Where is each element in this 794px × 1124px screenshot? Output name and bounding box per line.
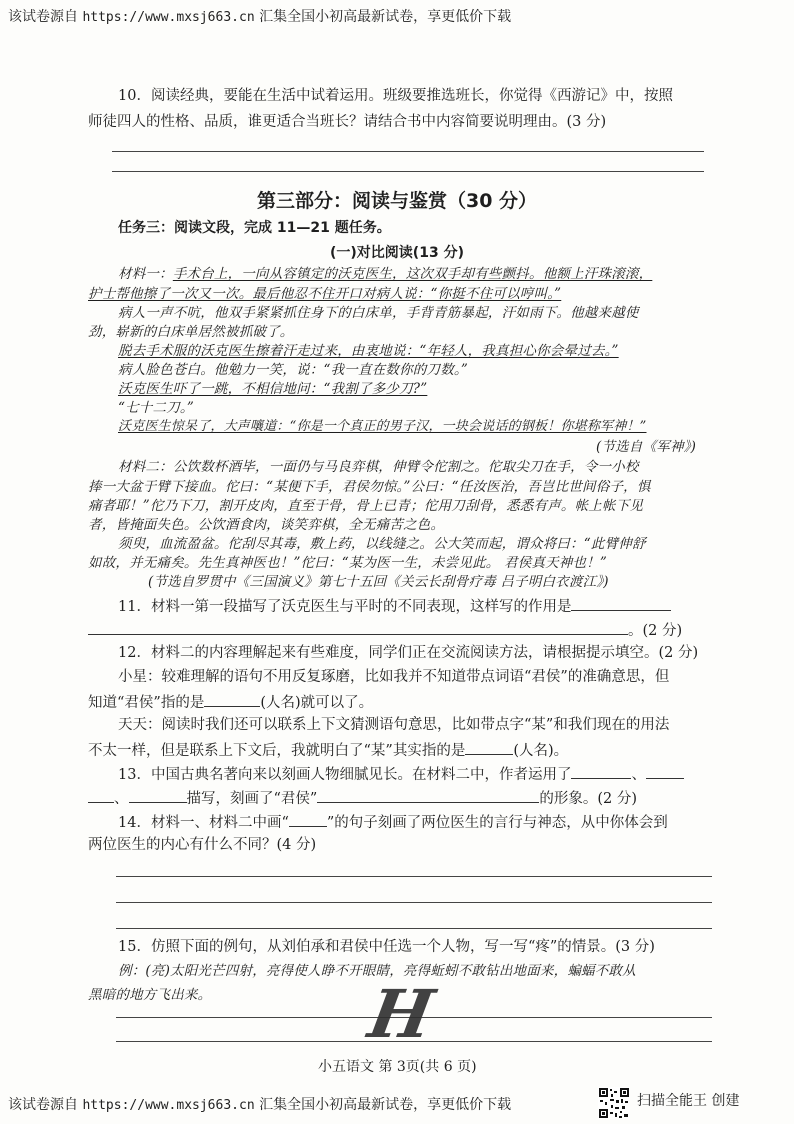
watermark-logo: H <box>363 975 440 1053</box>
q13-blank-4[interactable] <box>317 788 539 803</box>
q13-line2 <box>88 788 637 808</box>
header-suffix: 汇集全国小初高最新试卷，享更低价下载 <box>259 9 512 25</box>
material1-line: 脱去手术服的沃克医生擦着汗走过来，由衷地说：“年轻人，我真担心你会晕过去。” <box>118 343 619 359</box>
q13-blank-1[interactable] <box>571 764 631 779</box>
answer-line <box>112 151 704 152</box>
footer-prefix: 该试卷源自 <box>8 1097 78 1113</box>
material1-label: 材料一： <box>118 266 173 282</box>
qr-code-icon <box>598 1087 630 1119</box>
header-prefix: 该试卷源自 <box>8 9 78 25</box>
q11-end: 。(2 分) <box>628 623 683 639</box>
q11-line2 <box>88 620 682 640</box>
q14-text-a: 14．材料一、材料二中画“ <box>118 815 289 831</box>
material1-line: 沃克医生惊呆了，大声嚷道：“你是一个真正的男子汉，一块会说话的钢板！你堪称军神！” <box>118 419 647 434</box>
footer-suffix: 汇集全国小初高最新试卷，享更低价下载 <box>259 1097 512 1113</box>
q13-end: 的形象。(2 分) <box>539 791 637 807</box>
scanner-credit: 扫描全能王 创建 <box>637 1093 740 1109</box>
underlined-sentence: 手术台上，一向从容镇定的沃克医生，这次双手却有些颤抖。他额上汗珠滚滚， <box>172 266 653 282</box>
q13-separator: 、 <box>114 791 129 807</box>
q13-blank-2[interactable] <box>646 764 684 779</box>
q10-line1: 10．阅读经典，要能在生活中试着运用。班级要推选班长，你觉得《西游记》中，按照 <box>118 88 673 104</box>
source-footer <box>8 1094 511 1114</box>
material2-line: 如故，并无痛矣。先生真神医也！”佗曰：“某为医一生，未尝见此。 君侯真天神也！” <box>88 555 607 571</box>
header-url[interactable]: https://www.mxsj663.cn <box>82 10 255 25</box>
q14-text-b: ”的句子刻画了两位医生的言行与神态，从中你体会到 <box>326 815 668 831</box>
material2-line: 捧一大盆于臂下接血。佗曰：“某便下手，君侯勿惊。”公曰：“任汝医治，吾岂比世间俗子，惧 <box>88 479 651 495</box>
q10-line2: 师徒四人的性格、品质，谁更适合当班长？请结合书中内容简要说明理由。(3 分) <box>88 114 607 130</box>
q11-text: 11．材料一第一段描写了沃克医生与平时的不同表现，这样写的作用是 <box>118 599 572 615</box>
answer-line <box>112 171 704 172</box>
q14-line1 <box>118 812 668 832</box>
q13-text: 13．中国古典名著向来以刻画人物细腻见长。在材料二中，作者运用了 <box>118 767 572 783</box>
q14-line2: 两位医生的内心有什么不同？(4 分) <box>88 837 317 853</box>
q13-separator: 、 <box>631 767 646 783</box>
material1-line: 病人一声不吭，他双手紧紧抓住身下的白床单，手背青筋暴起，汗如雨下。他越来越使 <box>118 305 639 321</box>
q12-xiaoxing-line1: 小星：较难理解的语句不用反复琢磨，比如我并不知道带点词语“君侯”的准确意思，但 <box>118 669 670 685</box>
q12-tiantian-text: 不太一样，但是联系上下文后，我就明白了“某”其实指的是 <box>88 743 466 759</box>
q13-line1 <box>118 764 684 784</box>
q15-example-line1: 例：(亮)太阳光芒四射，亮得使人睁不开眼睛，亮得蚯蚓不敢钻出地面来，蝙蝠不敢从 <box>118 963 636 979</box>
material1-line: “七十二刀。” <box>118 400 194 416</box>
answer-line[interactable] <box>116 902 712 903</box>
q11-line1 <box>118 596 671 616</box>
material1-line <box>118 265 652 283</box>
material2-line: 痛者耶！”佗乃下刀，割开皮肉，直至于骨，骨上已青；佗用刀刮骨，悉悉有声。帐上帐下见 <box>88 498 644 514</box>
subsection-title: (一)对比阅读(13 分) <box>330 245 464 261</box>
q12-line1: 12．材料二的内容理解起来有些难度，同学们正在交流阅读方法，请根据提示填空。(2 分) <box>118 645 699 661</box>
material2-line: 须臾，血流盈盆。佗刮尽其毒，敷上药，以线缝之。公大笑而起，谓众将曰：“此臂伸舒 <box>118 536 646 552</box>
source-header <box>8 6 511 26</box>
q12-blank-1[interactable] <box>204 692 260 707</box>
q12-tiantian-line2 <box>88 740 568 760</box>
material1-line: 病人脸色苍白。他勉力一笑，说：“我一直在数你的刀数。” <box>118 362 468 378</box>
q12-xiaoxing-end: (人名)就可以了。 <box>260 695 374 711</box>
footer-url[interactable]: https://www.mxsj663.cn <box>82 1098 255 1113</box>
q12-xiaoxing-text: 知道“君侯”指的是 <box>88 695 205 711</box>
section-title: 第三部分：阅读与鉴赏（30 分） <box>256 190 538 212</box>
q12-tiantian-line1: 天天：阅读时我们还可以联系上下文猜测语句意思，比如带点字“某”和我们现在的用法 <box>118 717 670 733</box>
material1-line: 护士帮他擦了一次又一次。最后他忍不住开口对病人说：“你挺不住可以哼叫。” <box>88 286 562 302</box>
q14-underline-sample <box>289 812 327 827</box>
material1-line: 劲，崭新的白床单居然被抓破了。 <box>88 324 294 340</box>
q11-answer-blank[interactable] <box>88 620 628 635</box>
page-number: 小五语文 第 3页(共 6 页) <box>318 1059 477 1075</box>
q15-line1: 15．仿照下面的例句，从刘伯承和君侯中任选一个人物，写一写“疼”的情景。(3 分) <box>118 939 655 955</box>
q13-blank-3[interactable] <box>129 788 187 803</box>
material2-line: 材料二：公饮数杯酒毕，一面仍与马良弈棋，伸臂令佗割之。佗取尖刀在手，令一小校 <box>118 459 639 475</box>
q12-tiantian-end: (人名)。 <box>513 743 569 759</box>
material2-source: (节选自罗贯中《三国演义》第七十五回《关云长刮骨疗毒 吕子明白衣渡江》) <box>148 574 609 590</box>
q15-example-line2: 黑暗的地方飞出来。 <box>88 987 212 1003</box>
task-instruction: 任务三：阅读文段，完成 11—21 题任务。 <box>118 220 391 236</box>
answer-line[interactable] <box>116 928 712 929</box>
q13-blank-2b[interactable] <box>88 788 114 803</box>
material2-line: 者，皆掩面失色。公饮酒食肉，谈笑弈棋，全无痛苦之色。 <box>88 517 445 533</box>
answer-line[interactable] <box>116 876 712 877</box>
q13-desc: 描写，刻画了“君侯” <box>186 791 318 807</box>
q11-blank[interactable] <box>571 596 671 611</box>
material1-source: (节选自《军神》) <box>596 439 697 455</box>
q12-blank-2[interactable] <box>465 740 513 755</box>
q12-xiaoxing-line2 <box>88 692 373 712</box>
material1-line: 沃克医生吓了一跳，不相信地问：“我割了多少刀?” <box>118 381 428 397</box>
